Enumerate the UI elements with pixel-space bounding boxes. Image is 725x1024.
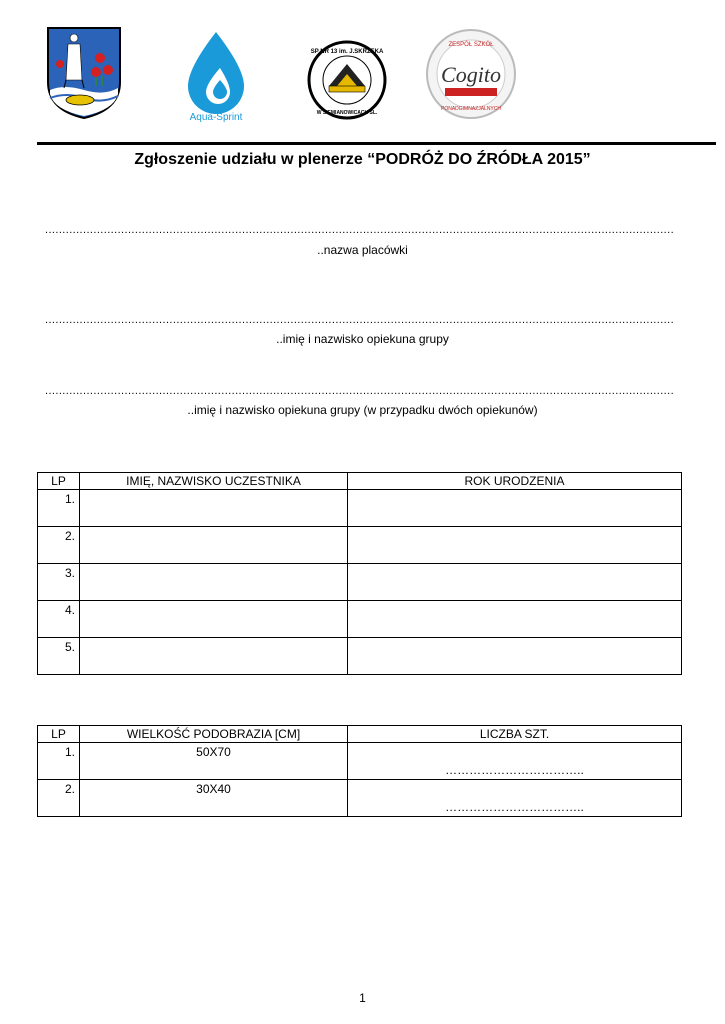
canvas-size-cell: 50X70 [80,743,348,780]
canvas-size-cell: 30X40 [80,780,348,817]
table-header-row [38,726,682,743]
row-lp: 2. [38,527,80,564]
table-header-row [38,473,682,490]
participant-name-cell[interactable] [80,490,348,527]
birth-year-cell[interactable] [348,564,682,601]
header-size: WIELKOŚĆ PODOBRAZIA [CM] [80,726,348,743]
coat-of-arms-logo [44,24,124,120]
count-fill-cell[interactable]: …………………………….. [348,743,682,780]
header-lp: LP [38,473,80,490]
table-row [38,743,682,780]
guardian2-fill-line[interactable]: ...................................................................................................................................................................................... [45,385,675,397]
birth-year-cell[interactable] [348,601,682,638]
header-lp: LP [38,726,80,743]
aqua-sprint-logo [176,28,256,124]
seal-top-text: SP NR 13 im. J.SKRZEKA [310,49,384,55]
participant-name-cell[interactable] [80,527,348,564]
cogito-top-text: ZESPÓŁ SZKÓŁ [448,42,494,48]
table-row [38,490,682,527]
school-seal-logo [307,40,387,120]
birth-year-cell[interactable] [348,527,682,564]
participant-name-cell[interactable] [80,638,348,675]
guardian-label: ..imię i nazwisko opiekuna grupy [276,332,449,346]
table-row [38,564,682,601]
cogito-logo [425,28,517,120]
facility-label: ..nazwa placówki [317,243,408,257]
birth-year-cell[interactable] [348,490,682,527]
cogito-script-text: Cogito [441,62,501,87]
birth-year-cell[interactable] [348,638,682,675]
artwork-table [37,725,682,817]
header-count: LICZBA SZT. [348,726,682,743]
page-title: Zgłoszenie udziału w plenerze “PODRÓŻ DO ŹRÓDŁA 2015” [134,151,591,168]
row-lp: 1. [38,490,80,527]
header-divider [37,142,716,145]
guardian2-label: ..imię i nazwisko opiekuna grupy (w przypadku dwóch opiekunów) [187,403,538,417]
row-lp: 5. [38,638,80,675]
page-number: 1 [359,991,366,1005]
row-lp: 1. [38,743,80,780]
facility-fill-line[interactable]: ...................................................................................................................................................................................... [45,224,675,236]
participants-table [37,472,682,675]
aqua-sprint-caption: Aqua-Sprint [189,112,243,123]
table-row [38,638,682,675]
guardian-fill-line[interactable]: ...................................................................................................................................................................................... [45,314,675,326]
table-row [38,780,682,817]
count-fill-cell[interactable]: …………………………….. [348,780,682,817]
participant-name-cell[interactable] [80,564,348,601]
header-year: ROK URODZENIA [348,473,682,490]
row-lp: 3. [38,564,80,601]
seal-bottom-text: W SIEMIANOWICACH ŚL. [316,110,378,116]
header-name: IMIĘ, NAZWISKO UCZESTNIKA [80,473,348,490]
table-row [38,527,682,564]
cogito-bottom-text: PONADGIMNAZJALNYCH [440,106,502,112]
table-row [38,601,682,638]
participant-name-cell[interactable] [80,601,348,638]
row-lp: 2. [38,780,80,817]
row-lp: 4. [38,601,80,638]
